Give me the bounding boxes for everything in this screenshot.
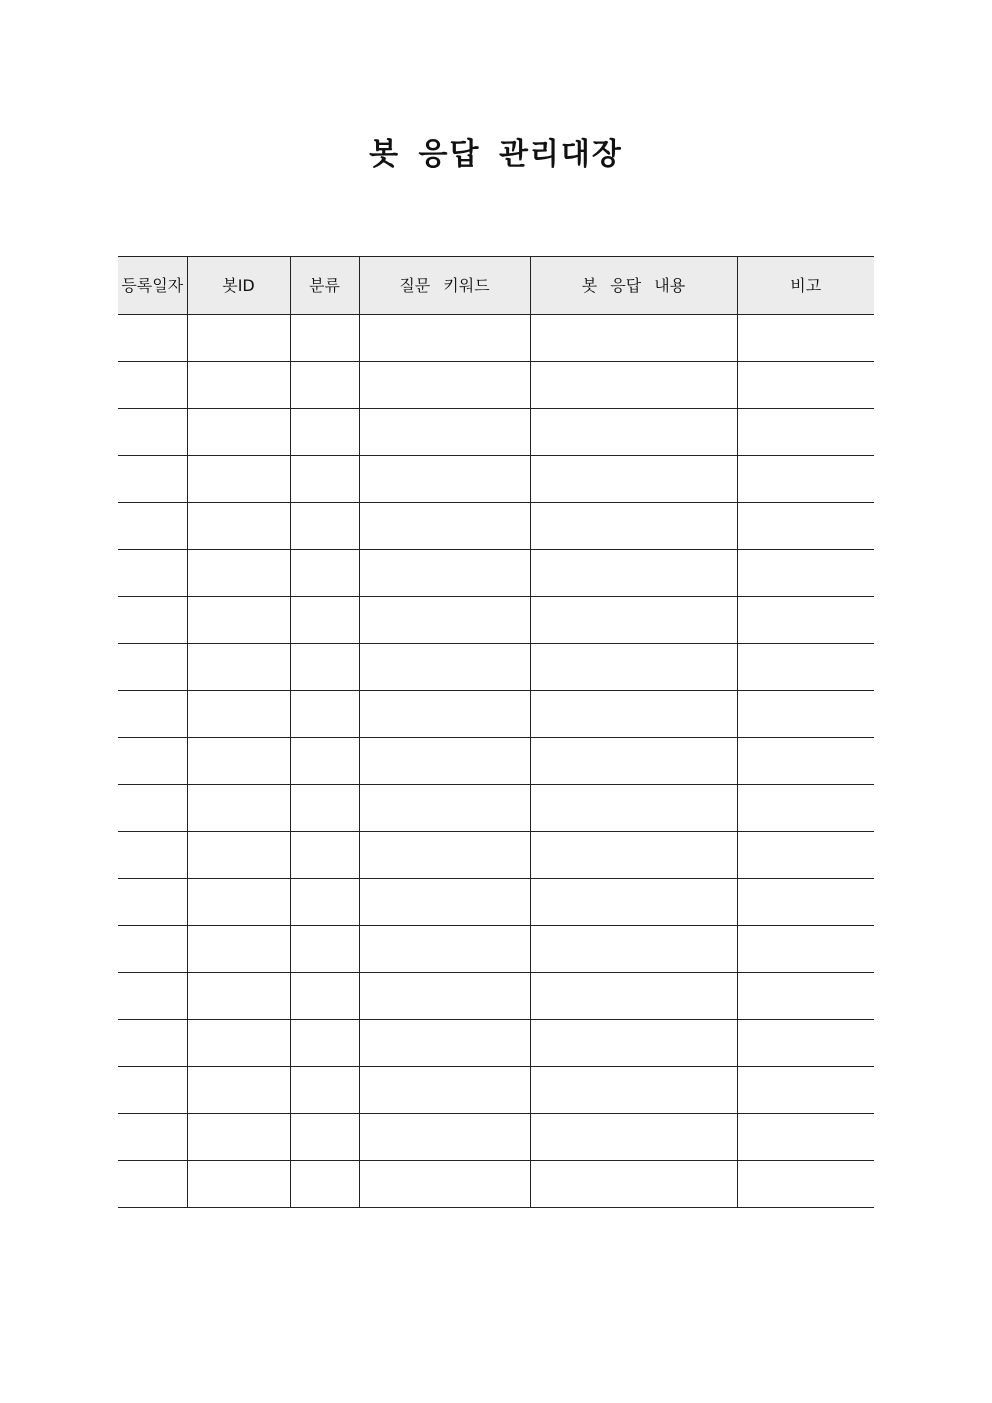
page-title: 봇 응답 관리대장 [369, 137, 623, 172]
table-cell [737, 973, 874, 1020]
table-cell [737, 1114, 874, 1161]
table-cell [530, 1020, 737, 1067]
table-row [118, 503, 874, 550]
table-cell [359, 597, 530, 644]
table-cell [290, 785, 359, 832]
table-cell [359, 1020, 530, 1067]
table-cell [187, 691, 290, 738]
table-cell [187, 550, 290, 597]
table-cell [359, 503, 530, 550]
table-row [118, 597, 874, 644]
table-cell [118, 1161, 187, 1208]
table-cell [359, 738, 530, 785]
table-cell [359, 362, 530, 409]
table-cell [290, 973, 359, 1020]
table-cell [737, 832, 874, 879]
table-cell [530, 1114, 737, 1161]
table-cell [118, 503, 187, 550]
table-row [118, 644, 874, 691]
table-cell [290, 456, 359, 503]
table-row [118, 926, 874, 973]
table-cell [187, 1114, 290, 1161]
table-cell [187, 973, 290, 1020]
table-cell [187, 879, 290, 926]
table-cell [290, 1161, 359, 1208]
table-cell [290, 1020, 359, 1067]
table-row [118, 362, 874, 409]
table-cell [187, 1067, 290, 1114]
table-cell [737, 1020, 874, 1067]
table-cell [290, 1114, 359, 1161]
table-cell [118, 597, 187, 644]
table-cell [530, 315, 737, 362]
table-cell [290, 315, 359, 362]
table-cell [187, 1020, 290, 1067]
table-cell [187, 362, 290, 409]
header-bot-id: 봇ID [187, 257, 290, 315]
table-cell [290, 926, 359, 973]
table-cell [530, 456, 737, 503]
table-cell [290, 550, 359, 597]
table-cell [737, 785, 874, 832]
table-cell [118, 738, 187, 785]
table-cell [359, 832, 530, 879]
table-cell [530, 738, 737, 785]
header-question-keyword: 질문 키워드 [359, 257, 530, 315]
table-row [118, 550, 874, 597]
table-cell [290, 879, 359, 926]
table-cell [187, 926, 290, 973]
table-cell [118, 1114, 187, 1161]
table-cell [290, 832, 359, 879]
table-cell [187, 409, 290, 456]
table-cell [359, 315, 530, 362]
table-row [118, 973, 874, 1020]
table-cell [290, 362, 359, 409]
table-cell [530, 550, 737, 597]
table-cell [290, 409, 359, 456]
table-cell [187, 597, 290, 644]
table-cell [737, 691, 874, 738]
table-cell [290, 691, 359, 738]
table-cell [118, 926, 187, 973]
table-cell [530, 644, 737, 691]
table-cell [359, 691, 530, 738]
table-cell [187, 832, 290, 879]
table-cell [118, 973, 187, 1020]
table-cell [118, 691, 187, 738]
table-cell [118, 409, 187, 456]
table-cell [530, 362, 737, 409]
table-cell [737, 597, 874, 644]
header-remarks: 비고 [737, 257, 874, 315]
table-cell [118, 879, 187, 926]
table-cell [737, 315, 874, 362]
header-row [118, 257, 874, 315]
table-cell [530, 1067, 737, 1114]
table-row [118, 1020, 874, 1067]
table-cell [737, 926, 874, 973]
table-cell [118, 456, 187, 503]
table-cell [118, 644, 187, 691]
header-registration-date: 등록일자 [118, 257, 187, 315]
table-cell [737, 456, 874, 503]
table-cell [530, 973, 737, 1020]
table-cell [530, 503, 737, 550]
table-cell [359, 973, 530, 1020]
table-body [118, 315, 874, 1208]
table-cell [118, 315, 187, 362]
table-cell [530, 879, 737, 926]
table-cell [187, 315, 290, 362]
table-row [118, 1161, 874, 1208]
table-cell [359, 644, 530, 691]
table-cell [530, 409, 737, 456]
table-cell [359, 1161, 530, 1208]
table-row [118, 879, 874, 926]
table-row [118, 1114, 874, 1161]
table-cell [187, 738, 290, 785]
table-cell [359, 456, 530, 503]
table-row [118, 1067, 874, 1114]
header-category: 분류 [290, 257, 359, 315]
table-cell [359, 926, 530, 973]
table-row [118, 738, 874, 785]
table-cell [737, 503, 874, 550]
table-cell [187, 644, 290, 691]
table-cell [737, 644, 874, 691]
table-cell [530, 832, 737, 879]
table-cell [530, 785, 737, 832]
table-cell [290, 503, 359, 550]
table-cell [359, 1114, 530, 1161]
table-cell [359, 785, 530, 832]
table-row [118, 785, 874, 832]
table-cell [290, 597, 359, 644]
header-bot-response-content: 봇 응답 내용 [530, 257, 737, 315]
table-cell [118, 1067, 187, 1114]
table-cell [737, 409, 874, 456]
table-cell [359, 879, 530, 926]
table-cell [118, 832, 187, 879]
table-cell [737, 1161, 874, 1208]
table-cell [737, 879, 874, 926]
table-row [118, 315, 874, 362]
table-cell [118, 1020, 187, 1067]
table-cell [187, 503, 290, 550]
table-cell [359, 550, 530, 597]
table-cell [737, 362, 874, 409]
table-cell [187, 785, 290, 832]
table-cell [359, 1067, 530, 1114]
table-cell [530, 597, 737, 644]
table-cell [118, 785, 187, 832]
table-cell [118, 362, 187, 409]
table-cell [530, 1161, 737, 1208]
table-cell [290, 644, 359, 691]
table-cell [290, 738, 359, 785]
table-row [118, 456, 874, 503]
table-row [118, 691, 874, 738]
table-cell [530, 691, 737, 738]
table-cell [737, 1067, 874, 1114]
table-cell [359, 409, 530, 456]
table-cell [737, 550, 874, 597]
table-cell [187, 1161, 290, 1208]
table-cell [290, 1067, 359, 1114]
table-cell [187, 456, 290, 503]
bot-response-ledger-table [118, 256, 874, 1208]
table-row [118, 832, 874, 879]
table-cell [118, 550, 187, 597]
table-cell [530, 926, 737, 973]
table-cell [737, 738, 874, 785]
table-row [118, 409, 874, 456]
